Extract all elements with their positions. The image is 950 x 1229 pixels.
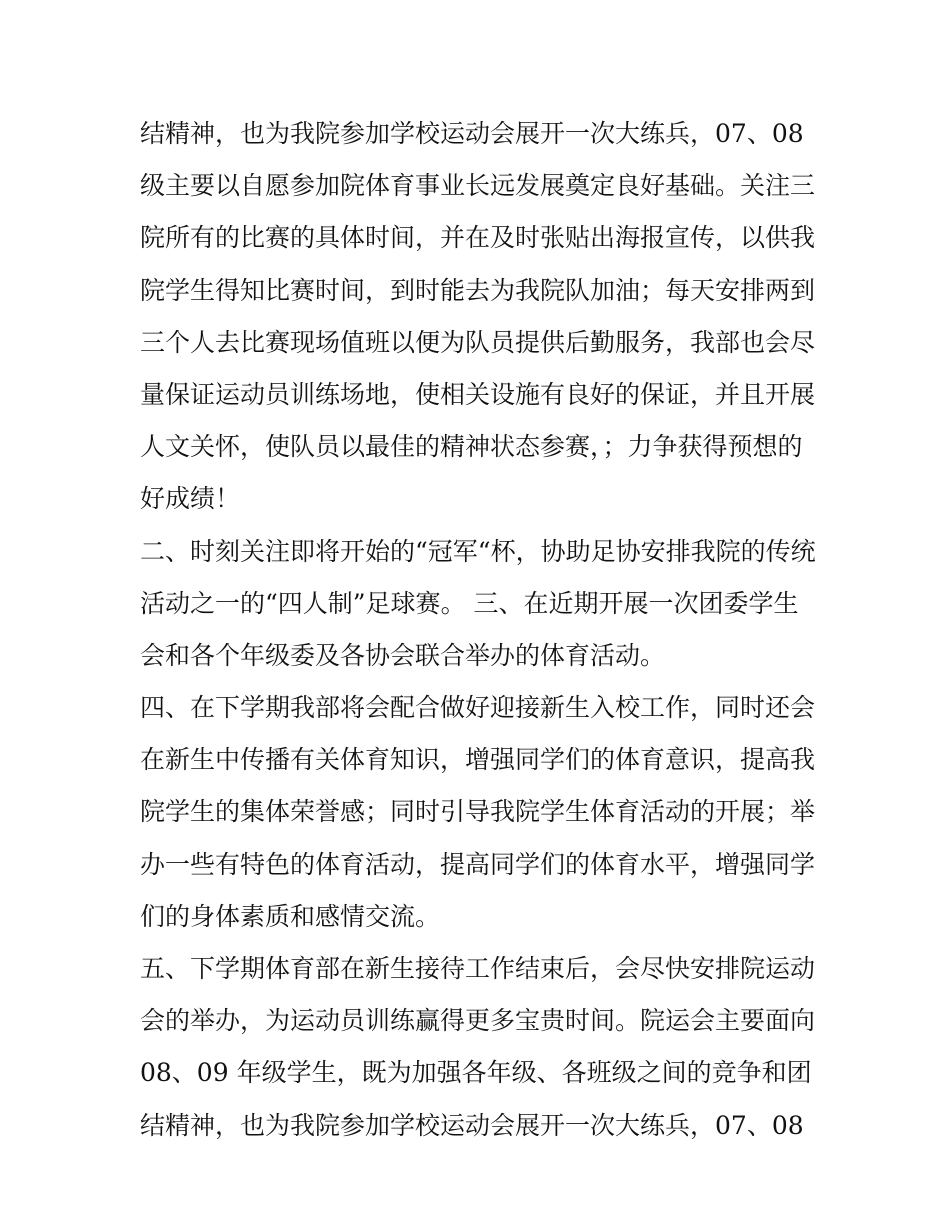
text-line: 好成绩！ — [140, 484, 241, 514]
text-line: 会的举办，为运动员训练赢得更多宝贵时间。院运会主要面向 — [140, 1006, 816, 1036]
text-line: 量保证运动员训练场地，使相关设施有良好的保证，并且开展 — [140, 379, 816, 409]
text-line: 四、在下学期我部将会配合做好迎接新生入校工作，同时还会 — [140, 693, 816, 723]
text-line: 结精神，也为我院参加学校运动会展开一次大练兵，07、08 — [140, 1110, 804, 1140]
text-line: 三个人去比赛现场值班以便为队员提供后勤服务，我部也会尽 — [140, 327, 816, 357]
text-line: 院学生得知比赛时间，到时能去为我院队加油；每天安排两到 — [140, 275, 816, 305]
text-line: 人文关怀，使队员以最佳的精神状态参赛，；力争获得预想的 — [140, 432, 803, 462]
text-line: 院所有的比赛的具体时间，并在及时张贴出海报宣传，以供我 — [140, 223, 816, 253]
text-line: 们的身体素质和感情交流。 — [140, 901, 441, 931]
text-line: 会和各个年级委及各协会联合举办的体育活动。 — [140, 640, 666, 670]
text-line: 办一些有特色的体育活动，提高同学们的体育水平，增强同学 — [140, 849, 816, 879]
text-line: 二、时刻关注即将开始的“冠军“杯，协助足协安排我院的传统 — [140, 536, 816, 566]
text-line: 五、下学期体育部在新生接待工作结束后，会尽快安排院运动 — [140, 954, 816, 983]
text-line: 活动之一的“四人制”足球赛。 三、在近期开展一次团委学生 — [140, 588, 799, 618]
body-text — [140, 108, 820, 1152]
text-line: 院学生的集体荣誉感；同时引导我院学生体育活动的开展；举 — [140, 797, 816, 827]
text-line: 在新生中传播有关体育知识，增强同学们的体育意识，提高我 — [140, 745, 816, 775]
text-line: 08、09 年级学生，既为加强各年级、各班级之间的竞争和团 — [140, 1058, 812, 1088]
text-line: 级主要以自愿参加院体育事业长远发展奠定良好基础。关注三 — [140, 171, 816, 201]
text-line: 结精神，也为我院参加学校运动会展开一次大练兵，07、08 — [140, 119, 804, 148]
